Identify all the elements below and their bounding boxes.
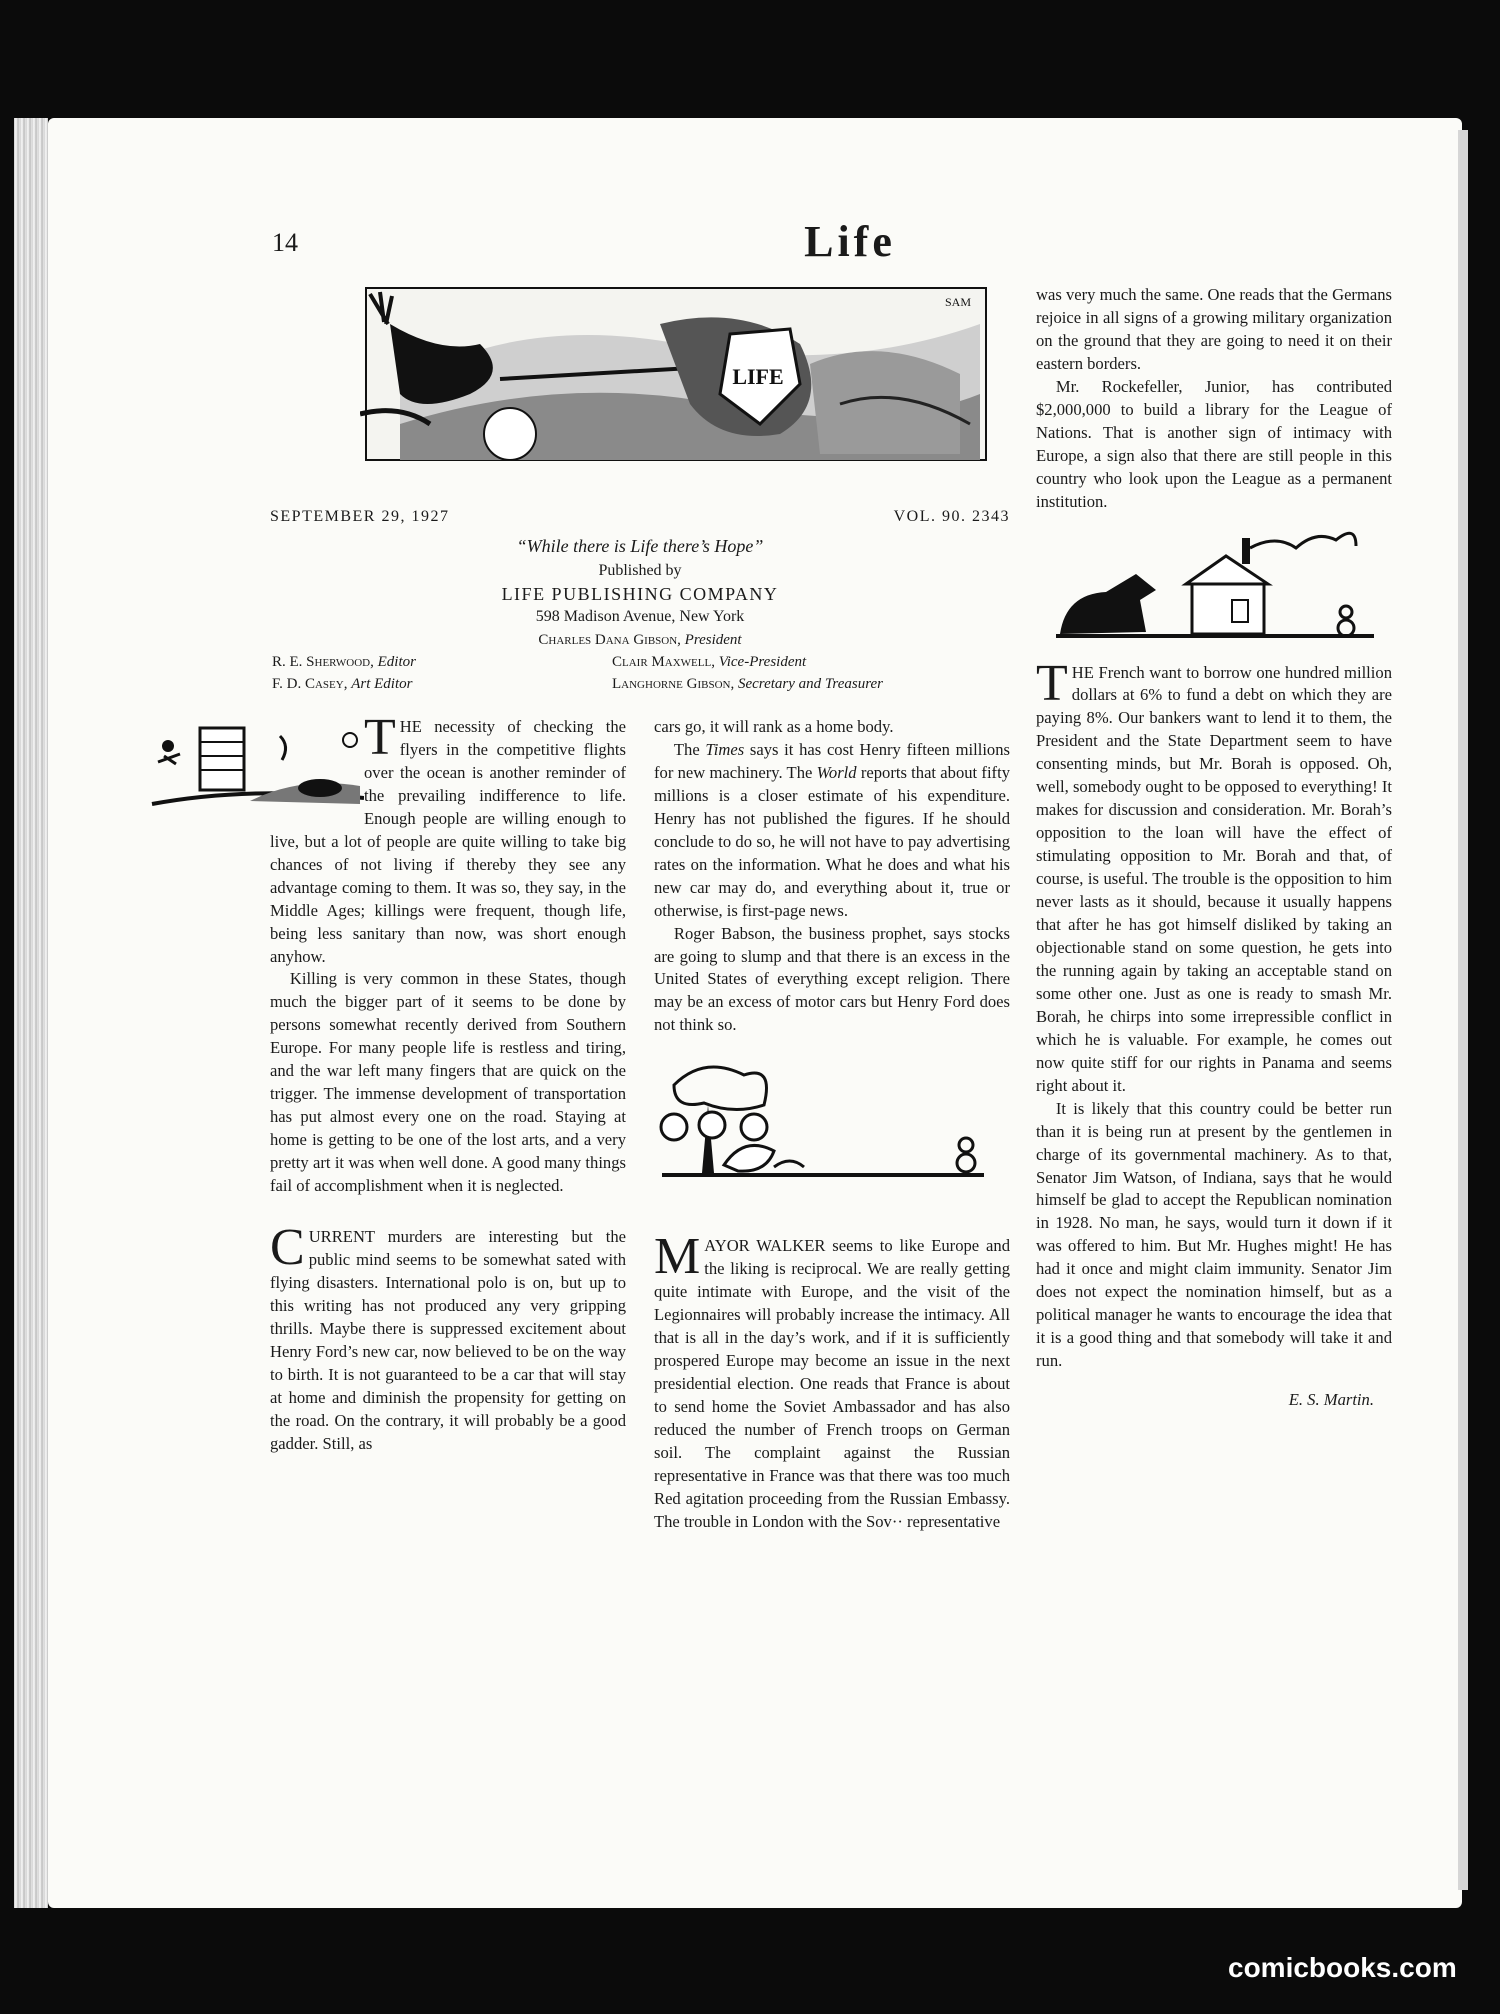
paragraph-flyers: HE necessity of checking the flyers in the competitive flights over the ocean is another reminder of the prevailing indifference to life. Enough people are willing enough to live, but a lot of people are quite willing to take big chances of not living if thereby they see any advantage coming to them. It was so, they say, in the Middle Ages; killings were frequent, though life, being less sanitary than now, was short enough anyhow. — [270, 717, 626, 966]
secretary-name: Langhorne Gibson — [612, 676, 731, 692]
page-right-edge — [1458, 130, 1468, 1890]
paragraph-mayor-walker: AYOR WALKER seems to like Europe and the liking is reciprocal. We are really getting quite intimate with Europe, and the visit of the Legionnaires will probably increase the intimacy. All that is all in the day’s work, and if it is sufficiently prospered Europe may become an issue in the next presidential election. One reads that France is about to send home the Soviet Ambassador and has also reduced the number of French troops on German soil. The complaint against the Russian representative in France was that there was too much Red agitation proceeding from the Russian Embassy. The trouble in London with the Sov·· representative — [654, 1236, 1010, 1531]
apple-tree-cartoon — [654, 1055, 1010, 1215]
drop-cap-t-french: T — [1036, 654, 1068, 712]
vice-president-title: Vice-President — [718, 654, 807, 670]
president-title: President — [684, 632, 742, 648]
volume-number: VOL. 90. 2343 — [893, 508, 1010, 525]
paragraph-ford-costs: The Times says it has cost Henry fifteen millions for new machinery. The World reports that about fifty millions is a closer estimate of his expenditure. Henry has not published the figures. If he should conclude to do so, he will not have to pay advertising rates on the information. What he does and what his new car may do, and everything about it, true or otherwise, is first-page news. — [654, 739, 1010, 920]
publisher-address: 598 Madison Avenue, New York — [535, 608, 745, 625]
wolf-house-cartoon — [1036, 524, 1392, 644]
paragraph-killing: Killing is very common in these States, though much the bigger part of it seems to be done by persons somewhat recently derived from Southern Europe. For many people life is restless and tiring, and the war left many fingers that are quick on the trigger. The immense development of transportation has put almost every one on the road. Staying at home is getting to be one of the lost arts, and a very pretty art it was when well done. A good many things fail of accomplishment when it is neglected. — [270, 969, 626, 1196]
editor-credit: R. E. Sherwood, Editor — [272, 654, 416, 670]
masthead-title: Life — [804, 217, 896, 266]
art-editor-credit: F. D. Casey, Art Editor — [272, 676, 413, 692]
column-1 — [270, 709, 626, 1456]
author-signature: E. S. Martin. — [1288, 1390, 1374, 1410]
art-editor-title: Art Editor — [351, 676, 413, 692]
newspaper-world: World — [816, 762, 857, 782]
artist-signature: SAM — [945, 295, 972, 309]
publisher-name: LIFE PUBLISHING COMPANY — [501, 584, 779, 604]
paragraph-rockefeller: Mr. Rockefeller, Junior, has contributed $2,000,000 to build a library for the League of Nations. That is another sign of intimacy with Europe, a sign also that there are still people in this country who look upon the League as a permanent institution. — [1036, 376, 1392, 511]
shield-life-text: LIFE — [732, 364, 784, 389]
vice-president-name: Clair Maxwell — [612, 654, 712, 670]
drop-cap-m: M — [654, 1228, 701, 1286]
editor-name: R. E. Sherwood — [272, 654, 371, 670]
vice-president-credit: Clair Maxwell, Vice-President — [612, 654, 807, 670]
paragraph-french-loan: HE French want to borrow one hundred million dollars at 6% to fund a debt on which they are paying 8%. Our bankers want to lend it to them, the President and the State Department seem to have consenting minds, but Mr. Borah is opposed. Oh, well, somebody ought to be opposed to everything! It makes for discussion and consideration. Mr. Borah’s opposition to the loan will have the effect of stimulating opposition to Mr. Borah and that, of course, is useful. The trouble is the opposition to him never lasts as it should, because it usually happens that after he has got himself disliked by taking an objectionable stand on some question, he gets into the running again by taking an acceptable stand on some other one. Just as one is ready to smash Mr. Borah, he chirps into some irrepressible conflict in which he is valuable. For example, he comes out now quite stiff for our rights in Panama and seems right about it. — [1036, 662, 1392, 1095]
book-binding-edge — [14, 118, 48, 1908]
flyers-cartoon — [150, 716, 364, 811]
column-3 — [1036, 284, 1392, 1412]
column-2 — [654, 716, 1010, 1534]
watermark: comicbooks.com — [1228, 1952, 1457, 1983]
header-illustration — [360, 284, 992, 466]
drop-cap-t: T — [364, 709, 396, 766]
paragraph-babson: Roger Babson, the business prophet, says stocks are going to slump and that there is an excess in the United States of everything except religion. There may be an excess of motor cars but Henry Ford does not think so. — [654, 923, 1010, 1035]
president-credit: Charles Dana Gibson, President — [538, 632, 742, 648]
motto: “While there is Life there’s Hope” — [516, 536, 764, 556]
newspaper-times: Times — [705, 739, 745, 759]
paragraph-current-murders: URRENT murders are interesting but the public mind seems to be somewhat sated with flying disasters. International polo is on, but up to this writing has not produced any very gripping thrills. Maybe there is suppressed excitement about Henry Ford’s new car, now believed to be on the way to birth. It is not guaranteed to be a car that will stay at home and diminish the propensity for getting on the road. On the contrary, it will probably be a good gadder. Still, as — [270, 1227, 626, 1453]
drop-cap-c: C — [270, 1219, 305, 1277]
paragraph-senator-watson: It is likely that this country could be better run than it is being run at present by the gentlemen in charge of its governmental machinery. As to that, Senator Jim Watson, of Indiana, says that he would himself be glad to accept the Republican nomination in 1928. No man, he says, would turn it down if it was offered to him. But Mr. Hughes might! He has had it once and might claim immunity. Senator Jim does not expect the nomination himself, but as a political manager he wants to encourage the idea that it is a good thing and that somebody will take it and run. — [1036, 1098, 1392, 1371]
paragraph-germans: was very much the same. One reads that the Germans rejoice in all signs of a growing military organization on the ground that they are going to need it on their eastern borders. — [1036, 285, 1392, 373]
editor-title: Editor — [377, 654, 416, 670]
president-name: Charles Dana Gibson — [538, 632, 678, 648]
issue-date: SEPTEMBER 29, 1927 — [270, 508, 450, 525]
art-editor-name: F. D. Casey — [272, 676, 344, 692]
secretary-title: Secretary and Treasurer — [737, 676, 883, 692]
dateline — [270, 508, 1010, 526]
page-number: 14 — [272, 228, 298, 257]
secretary-credit: Langhorne Gibson, Secretary and Treasurer — [612, 676, 883, 692]
published-by: Published by — [598, 562, 682, 579]
paragraph-home-body: cars go, it will rank as a home body. — [654, 717, 894, 736]
